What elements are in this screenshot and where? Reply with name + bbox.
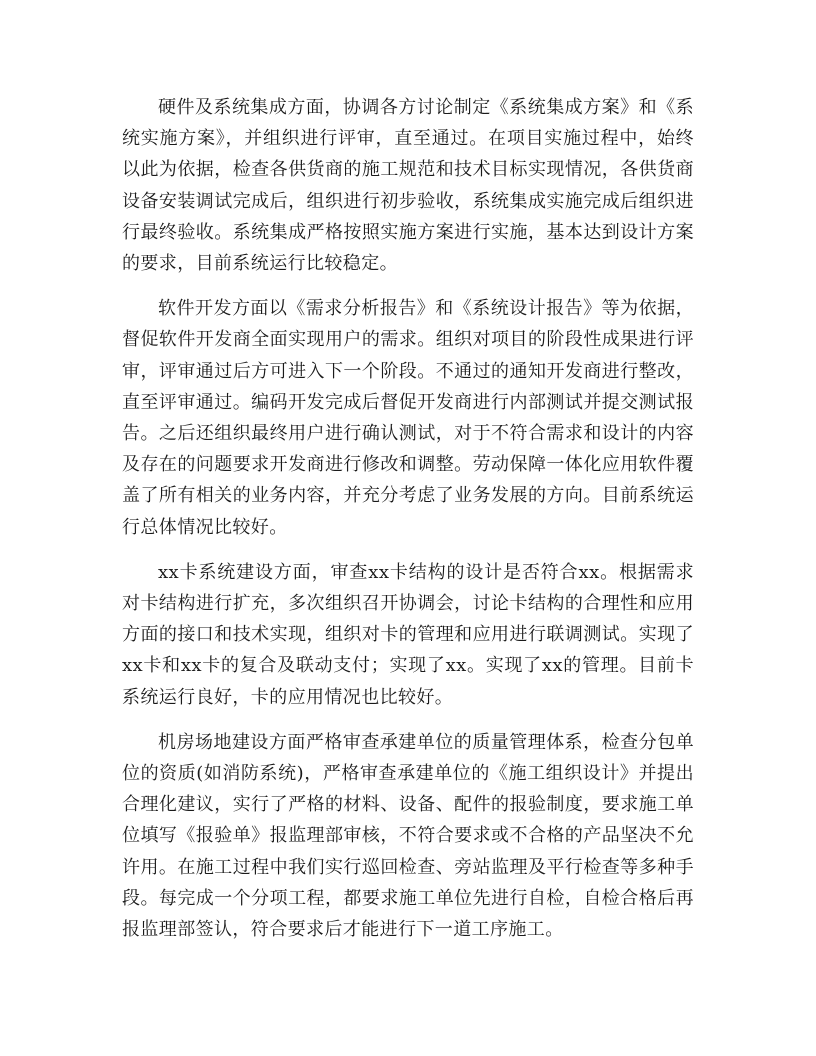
paragraph-machine-room: 机房场地建设方面严格审查承建单位的质量管理体系，检查分包单位的资质(如消防系统)，严格审查承建单位的《施工组织设计》并提出合理化建议，实行了严格的材料、设备、配件的报验制度，要求施工单位填写《报验单》报监理部审核，不符合要求或不合格的产品坚决不允许用。在施工过程中我们实行巡回检查、旁站监理及平行检查等多种手段。每完成一个分项工程，都要求施工单位先进行自检，自检合格后再报监理部签认，符合要求后才能进行下一道工序施工。: [122, 731, 694, 941]
paragraph-hardware-integration: 硬件及系统集成方面，协调各方讨论制定《系统集成方案》和《系统实施方案》，并组织进行评审，直至通过。在项目实施过程中，始终以此为依据，检查各供货商的施工规范和技术目标实现情况，各供货商设备安装调试完成后，组织进行初步验收，系统集成实施完成后组织进行最终验收。系统集成严格按照实施方案进行实施，基本达到设计方案的要求，目前系统运行比较稳定。: [122, 97, 694, 275]
paragraph-software-development: 软件开发方面以《需求分析报告》和《系统设计报告》等为依据，督促软件开发商全面实现用户的需求。组织对项目的阶段性成果进行评审，评审通过后方可进入下一个阶段。不通过的通知开发商进行整改，直至评审通过。编码开发完成后督促开发商进行内部测试并提交测试报告。之后还组织最终用户进行确认测试，对于不符合需求和设计的内容及存在的问题要求开发商进行修改和调整。劳动保障一体化应用软件覆盖了所有相关的业务内容，并充分考虑了业务发展的方向。目前系统运行总体情况比较好。: [122, 298, 694, 538]
paragraph-card-system: xx卡系统建设方面，审查xx卡结构的设计是否符合xx。根据需求对卡结构进行扩充，多次组织召开协调会，讨论卡结构的合理性和应用方面的接口和技术实现，组织对卡的管理和应用进行联调测试。实现了xx卡和xx卡的复合及联动支付；实现了xx。实现了xx的管理。目前卡系统运行良好，卡的应用情况也比较好。: [122, 561, 694, 708]
document-body: [122, 92, 694, 959]
